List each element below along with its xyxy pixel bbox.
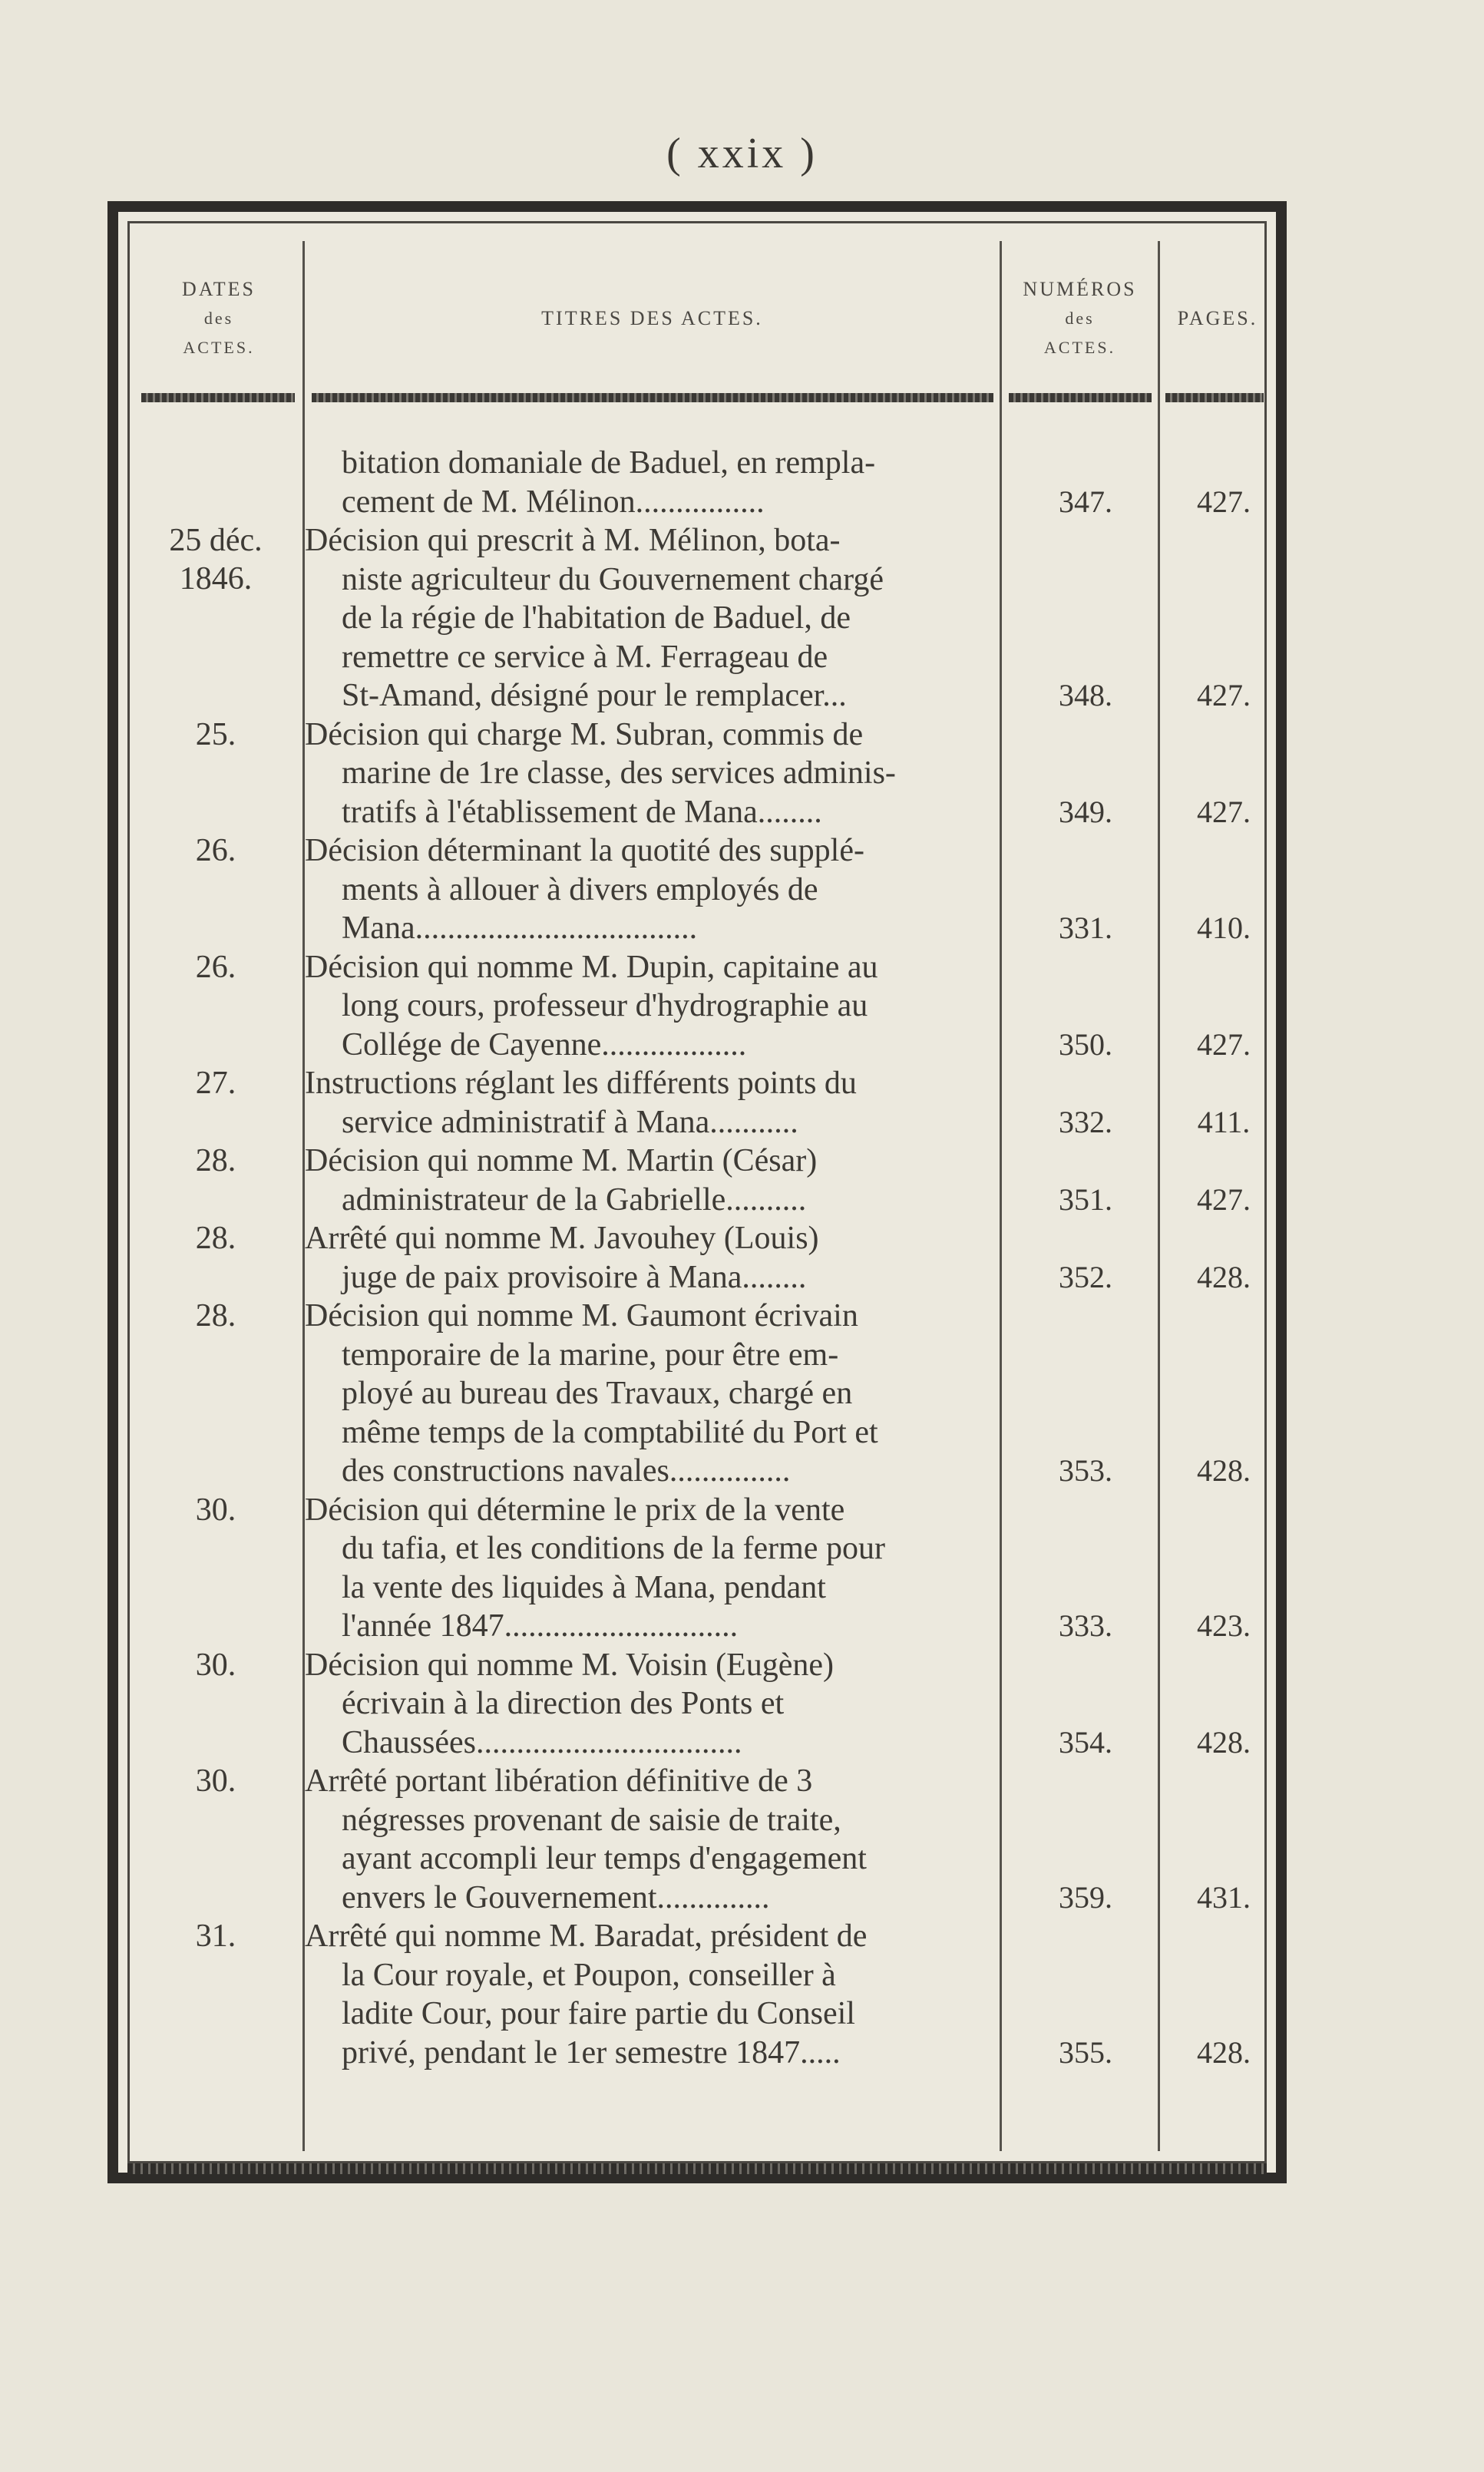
header-rule-numeros: [1009, 393, 1152, 402]
row-date: 25 déc. 1846.: [169, 523, 263, 597]
row-title-line: ments à allouer à divers employés de: [342, 871, 818, 907]
table-frame: [107, 201, 1287, 2183]
row-page: 427.: [1197, 1026, 1251, 1062]
row-date: 28.: [195, 1221, 236, 1256]
row-numero: 333.: [1059, 1608, 1112, 1643]
row-page: 428.: [1197, 2034, 1251, 2070]
header-numeros-line1: NUMÉROS: [1023, 278, 1137, 300]
row-numero: 350.: [1059, 1026, 1112, 1062]
page-number-header: ( xxix ): [666, 130, 818, 177]
row-numero: 351.: [1059, 1181, 1112, 1217]
divider-titres: [1000, 241, 1002, 2151]
header-numeros: [1002, 275, 1158, 362]
row-date: 30.: [195, 1763, 236, 1799]
header-dates-line2: des: [203, 309, 234, 328]
row-title-line: ployé au bureau des Travaux, chargé en: [342, 1376, 853, 1411]
row-title-line: remettre ce service à M. Ferrageau de: [342, 639, 828, 675]
row-title: [305, 715, 988, 832]
row-date: 31.: [195, 1918, 236, 1954]
row-page: 431.: [1197, 1879, 1251, 1915]
row-title-line: temporaire de la marine, pour être em-: [342, 1337, 839, 1373]
row-title-line: Collége de Cayenne..................: [342, 1026, 747, 1062]
row-title-line: écrivain à la direction des Ponts et: [342, 1686, 785, 1721]
row-title-line: Décision qui nomme M. Voisin (Eugène): [305, 1647, 835, 1683]
row-numero: 355.: [1059, 2034, 1112, 2070]
row-date: 26.: [195, 833, 236, 868]
row-title: [305, 1491, 988, 1646]
bottom-rule: [127, 2163, 1267, 2174]
row-title-line: négresses provenant de saisie de traite,: [342, 1802, 841, 1838]
header-pages-label: PAGES.: [1177, 307, 1258, 329]
row-title: [305, 1219, 988, 1297]
row-title: [305, 948, 988, 1065]
row-date: 30.: [195, 1647, 236, 1683]
row-numero: 332.: [1059, 1104, 1112, 1139]
row-title-line: la vente des liquides à Mana, pendant: [342, 1569, 826, 1605]
row-title-line: juge de paix provisoire à Mana........: [342, 1259, 807, 1295]
row-date: 26.: [195, 949, 236, 985]
row-title-line: privé, pendant le 1er semestre 1847.....: [342, 2034, 841, 2070]
row-title: [305, 521, 988, 715]
row-numero: 359.: [1059, 1879, 1112, 1915]
row-title-line: de la régie de l'habitation de Baduel, de: [342, 600, 851, 636]
row-title-line: ladite Cour, pour faire partie du Conseil: [342, 1996, 855, 2031]
row-numero: 353.: [1059, 1453, 1112, 1488]
header-numeros-line2: des: [1065, 309, 1095, 328]
row-page: 427.: [1197, 678, 1251, 712]
row-title-line: du tafia, et les conditions de la ferme pour: [342, 1531, 885, 1566]
row-numero: 348.: [1059, 678, 1112, 712]
row-title-line: Mana...................................: [342, 910, 698, 946]
row-title-line: St-Amand, désigné pour le remplacer...: [342, 678, 847, 713]
row-page: 427.: [1197, 794, 1251, 829]
row-title: [305, 1297, 988, 1491]
row-title-line: Décision qui prescrit à M. Mélinon, bota-: [305, 523, 841, 558]
row-title-line: cement de M. Mélinon................: [342, 484, 765, 520]
row-numero: 331.: [1059, 910, 1112, 945]
row-title: [305, 1917, 988, 2072]
header-titres-label: TITRES DES ACTES.: [541, 307, 763, 329]
row-title-line: long cours, professeur d'hydrographie au: [342, 988, 868, 1023]
row-title-line: Instructions réglant les différents points du: [305, 1066, 857, 1101]
row-title-line: tratifs à l'établissement de Mana........: [342, 794, 822, 830]
header-pages: [1160, 304, 1275, 333]
header-dates: [135, 275, 302, 362]
header-titres: [305, 304, 1000, 333]
row-title-line: administrateur de la Gabrielle..........: [342, 1181, 807, 1218]
row-title-line: même temps de la comptabilité du Port et: [342, 1414, 878, 1450]
row-date: 30.: [195, 1492, 236, 1528]
row-title: [305, 1142, 988, 1219]
row-page: 428.: [1197, 1259, 1251, 1294]
row-title-line: Arrêté qui nomme M. Baradat, président de: [305, 1918, 868, 1954]
row-title: [305, 444, 988, 521]
row-numero: 347.: [1059, 484, 1112, 519]
row-title-line: Arrêté qui nomme M. Javouhey (Louis): [305, 1221, 819, 1256]
row-page: 410.: [1197, 910, 1251, 945]
row-title-line: des constructions navales...............: [342, 1453, 791, 1489]
row-title-line: l'année 1847.............................: [342, 1608, 739, 1644]
row-numero: 349.: [1059, 794, 1112, 829]
row-title-line: envers le Gouvernement..............: [342, 1879, 770, 1915]
header-dates-line1: DATES: [182, 278, 256, 300]
row-title: [305, 1646, 988, 1763]
row-title: [305, 831, 988, 948]
row-title-line: bitation domaniale de Baduel, en rempla-: [342, 445, 876, 481]
row-date: 25.: [195, 716, 236, 752]
row-title-line: Décision qui nomme M. Gaumont écrivain: [305, 1298, 858, 1333]
row-numero: 352.: [1059, 1259, 1112, 1294]
header-rule-pages: [1165, 393, 1264, 402]
row-title-line: service administratif à Mana...........: [342, 1104, 798, 1140]
row-numero: 354.: [1059, 1724, 1112, 1760]
row-page: 411.: [1197, 1104, 1251, 1139]
row-title-line: ayant accompli leur temps d'engagement: [342, 1841, 867, 1876]
row-date: 28.: [195, 1298, 236, 1333]
row-page: 428.: [1197, 1724, 1251, 1760]
row-title-line: Décision déterminant la quotité des supplé-: [305, 833, 864, 868]
row-title-line: la Cour royale, et Poupon, conseiller à: [342, 1957, 836, 1993]
header-numeros-line3: ACTES.: [1043, 338, 1116, 357]
header-rule-dates: [141, 393, 295, 402]
row-page: 427.: [1197, 1181, 1251, 1217]
row-title-line: Chaussées.................................: [342, 1724, 742, 1760]
row-title-line: Arrêté portant libération définitive de 3: [305, 1763, 813, 1799]
row-page: 427.: [1197, 484, 1251, 519]
row-title-line: marine de 1re classe, des services adminis-: [342, 755, 896, 791]
row-title-line: niste agriculteur du Gouvernement chargé: [342, 561, 884, 597]
row-title: [305, 1064, 988, 1142]
row-title-line: Décision qui nomme M. Dupin, capitaine au: [305, 949, 878, 985]
header-rule-titres: [312, 393, 993, 402]
row-title-line: Décision qui charge M. Subran, commis de: [305, 716, 864, 752]
row-title-line: Décision qui nomme M. Martin (César): [305, 1143, 818, 1178]
row-date: 28.: [195, 1143, 236, 1178]
row-title-line: Décision qui détermine le prix de la vente: [305, 1492, 845, 1528]
row-title: [305, 1762, 988, 1917]
row-page: 423.: [1197, 1608, 1251, 1643]
row-date: 27.: [195, 1066, 236, 1101]
header-dates-line3: ACTES.: [183, 338, 255, 357]
row-page: 428.: [1197, 1453, 1251, 1488]
